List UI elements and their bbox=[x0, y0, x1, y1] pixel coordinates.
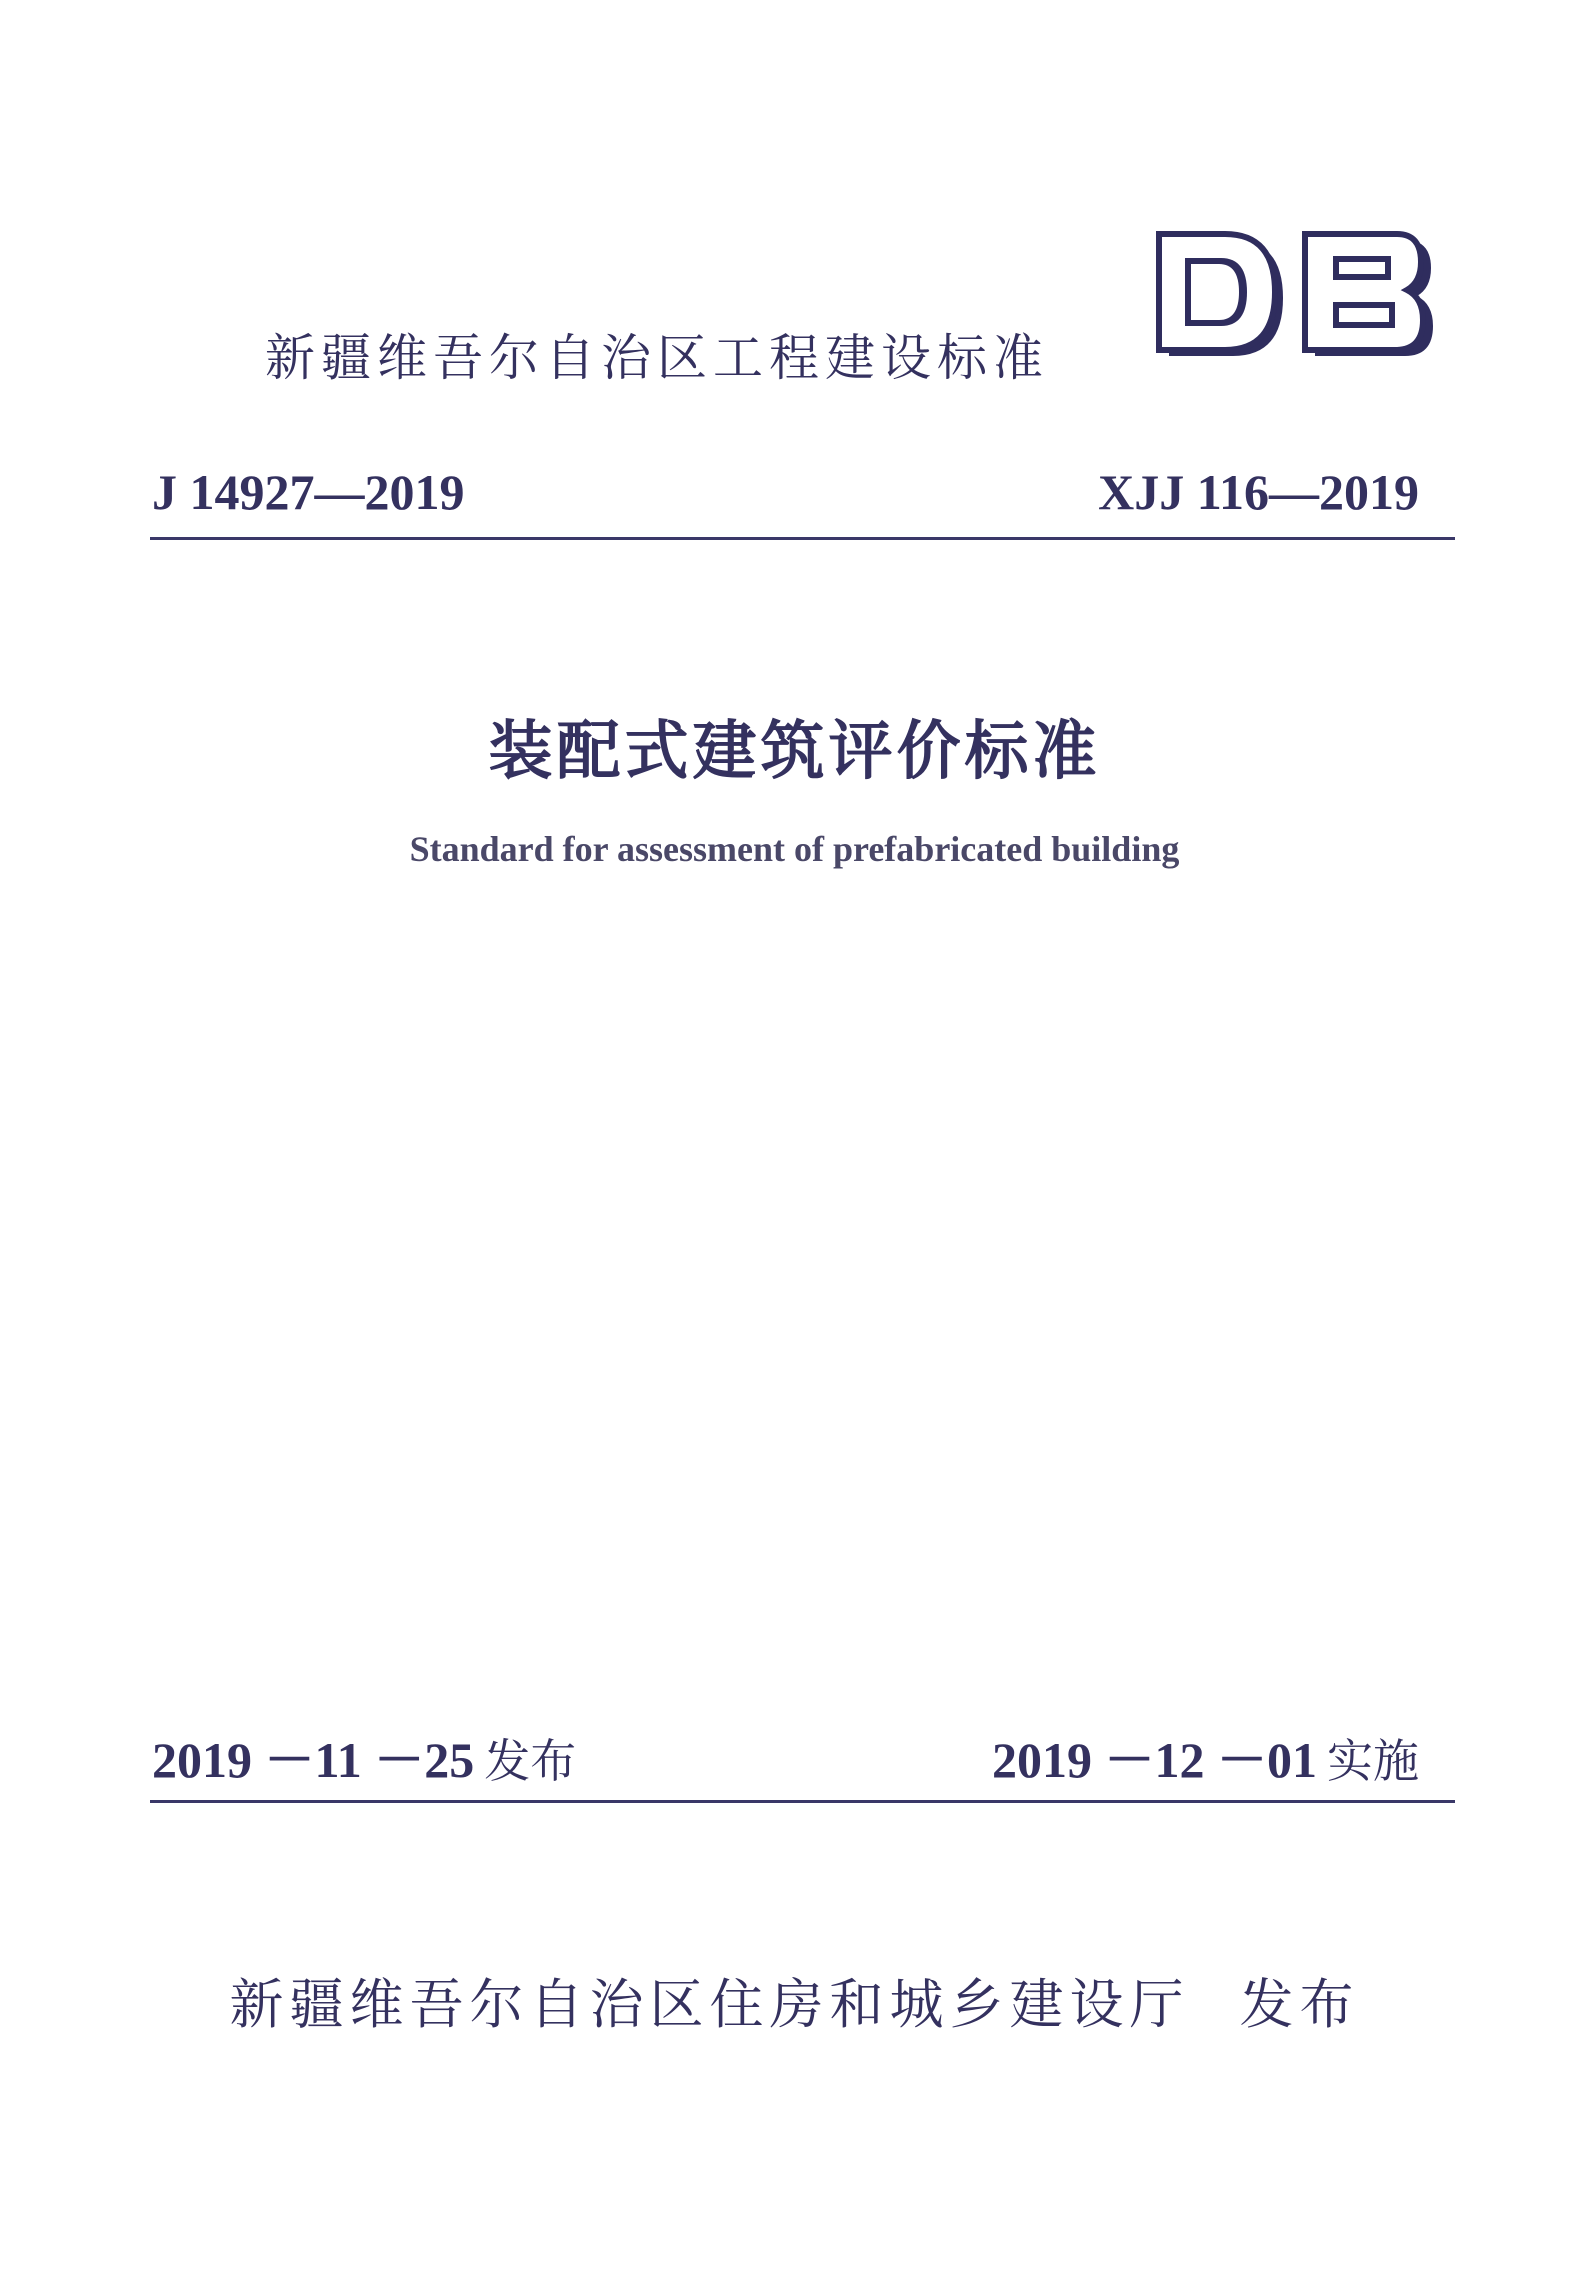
document-title-cn: 装配式建筑评价标准 bbox=[488, 714, 1101, 789]
publish-date: 2019 －11 －25 bbox=[152, 1732, 475, 1788]
national-code: J 14927—2019 bbox=[152, 464, 465, 520]
header-divider bbox=[150, 537, 1455, 540]
db-logo bbox=[1155, 230, 1435, 365]
date-divider bbox=[150, 1800, 1455, 1803]
publisher-name: 新疆维吾尔自治区住房和城乡建设厅 bbox=[229, 1973, 1190, 2036]
effective-date-line bbox=[992, 1720, 1419, 1792]
local-code: XJJ 116—2019 bbox=[1098, 464, 1419, 520]
effective-label: 实施 bbox=[1327, 1734, 1419, 1788]
publish-label: 发布 bbox=[484, 1734, 577, 1788]
document-title-en: Standard for assessment of prefabricated building bbox=[409, 829, 1180, 869]
effective-date: 2019 －12 －01 bbox=[992, 1732, 1317, 1788]
logo-text: DB bbox=[1155, 230, 1157, 231]
publisher-line bbox=[0, 1962, 1589, 2039]
series-title: 新疆维吾尔自治区工程建设标准 bbox=[265, 329, 1049, 387]
publisher-action: 发布 bbox=[1239, 1973, 1360, 2036]
publish-date-line bbox=[152, 1720, 576, 1792]
